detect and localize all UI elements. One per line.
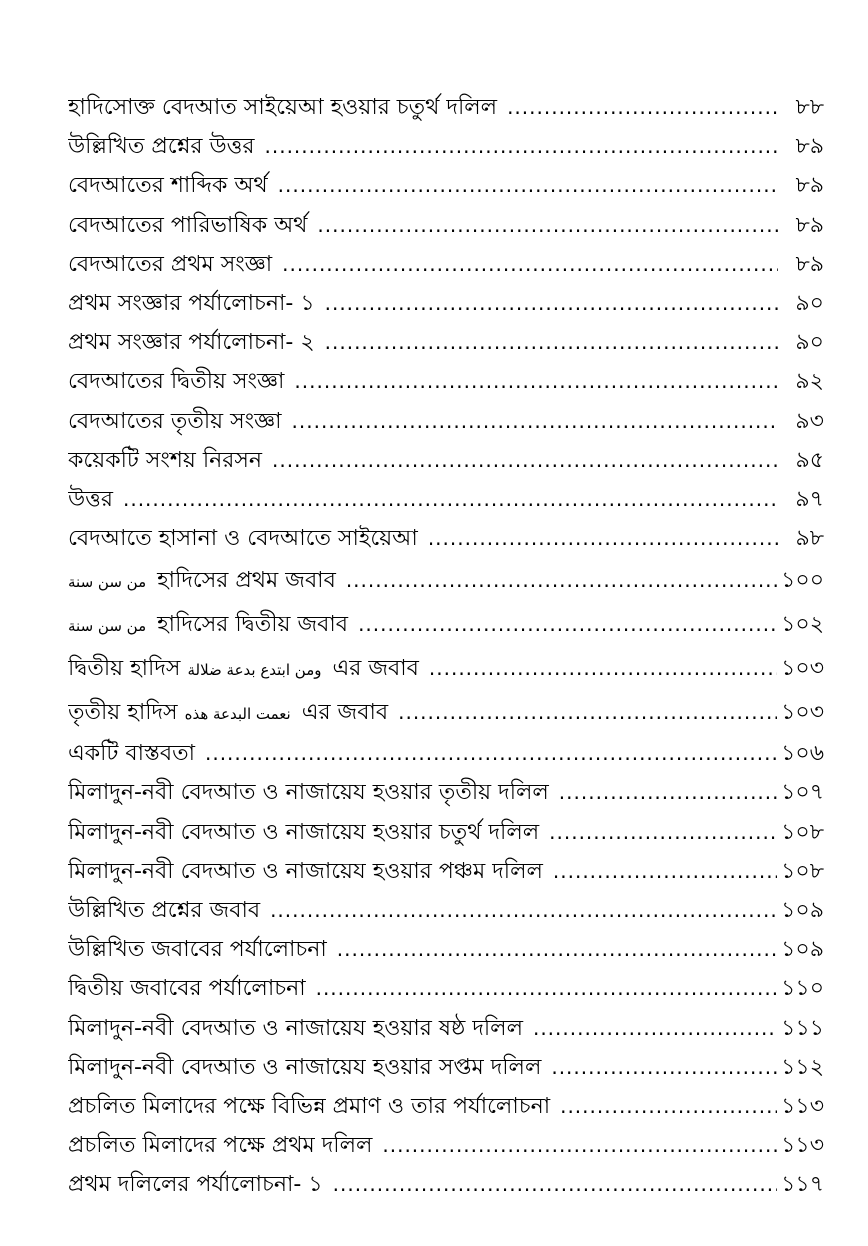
toc-leader-dots xyxy=(382,1126,777,1165)
toc-page-number: ৯০ xyxy=(795,290,824,316)
toc-page-number: ১০৯ xyxy=(781,898,824,923)
toc-entry xyxy=(68,1165,824,1204)
toc-page-number: ১১৩ xyxy=(781,1133,824,1159)
toc-page-number: ৯০ xyxy=(795,330,824,356)
toc-entry xyxy=(68,245,824,284)
toc-leader-dots xyxy=(428,519,778,558)
toc-entry-text: উত্তর xyxy=(68,486,113,512)
toc-entry-text: বেদআতের শাব্দিক অর্থ xyxy=(68,173,268,199)
toc-entry-title xyxy=(68,1165,333,1204)
toc-entry xyxy=(68,402,824,441)
toc-entry-title xyxy=(68,691,398,736)
toc-entry-text: মিলাদুন-নবী বেদআত ও নাজায়েয হওয়ার ষষ্ঠ দলিল xyxy=(68,1015,523,1041)
toc-entry-title xyxy=(68,323,325,362)
toc-entry xyxy=(68,690,824,734)
toc-entry-text: উল্লিখিত প্রশ্নের উত্তর xyxy=(68,134,255,160)
toc-leader-dots xyxy=(272,441,778,480)
toc-entry-title xyxy=(68,603,358,648)
toc-leader-dots xyxy=(553,852,777,891)
toc-entry-text: একটি বাস্তবতা xyxy=(68,741,195,767)
toc-entry xyxy=(68,88,824,127)
toc-leader-dots xyxy=(533,1009,777,1048)
table-of-contents xyxy=(68,88,824,1205)
toc-leader-dots xyxy=(317,206,778,245)
toc-page-number: ৯৮ xyxy=(795,526,824,552)
toc-entry-title xyxy=(68,891,270,930)
toc-page-number: ১১৭ xyxy=(781,1172,824,1198)
toc-entry xyxy=(68,930,824,969)
toc-entry-title xyxy=(68,734,205,773)
toc-leader-dots xyxy=(507,88,778,127)
toc-entry-text: প্রথম সংজ্ঞার পর্যালোচনা- ২ xyxy=(68,330,315,356)
toc-entry xyxy=(68,646,824,690)
toc-entry-text: প্রথম সংজ্ঞার পর্যালোচনা- ১ xyxy=(68,290,315,316)
toc-leader-dots xyxy=(559,773,777,812)
toc-entry-text: বেদআতের প্রথম সংজ্ঞা xyxy=(68,251,273,277)
toc-entry-title xyxy=(68,969,316,1008)
toc-entry-title xyxy=(68,1009,533,1048)
toc-leader-dots xyxy=(316,969,778,1008)
toc-leader-dots xyxy=(294,362,778,401)
toc-leader-dots xyxy=(346,558,777,602)
toc-entry xyxy=(68,166,824,205)
toc-entry xyxy=(68,519,824,558)
toc-entry-title xyxy=(68,1048,551,1087)
toc-entry-text-after: হাদিসের প্রথম জবাব xyxy=(157,568,336,594)
toc-entry xyxy=(68,1087,824,1126)
toc-entry-text: প্রচলিত মিলাদের পক্ষে বিভিন্ন প্রমাণ ও তার পর্যালোচনা xyxy=(68,1093,551,1119)
toc-page-number: ১০৯ xyxy=(781,937,824,963)
toc-entry xyxy=(68,852,824,891)
toc-page-number: ১০২ xyxy=(781,612,824,638)
toc-page-number: ৮৯ xyxy=(795,212,824,238)
toc-leader-dots xyxy=(337,930,777,969)
toc-entry xyxy=(68,558,824,602)
toc-page-number: ৯৫ xyxy=(795,447,824,473)
toc-entry-arabic: نعمت البدعة هذه xyxy=(184,705,291,724)
toc-page-number: ৮৮ xyxy=(795,95,824,120)
toc-page-number: ১০৮ xyxy=(781,819,824,845)
toc-entry-text: মিলাদুন-নবী বেদআত ও নাজায়েয হওয়ার পঞ্চম দলিল xyxy=(68,858,543,884)
toc-entry xyxy=(68,773,824,812)
toc-entry-title xyxy=(68,284,325,323)
toc-entry-text: বেদআতে হাসানা ও বেদআতে সাইয়েআ xyxy=(68,526,418,552)
toc-entry-text: উল্লিখিত জবাবের পর্যালোচনা xyxy=(68,937,327,963)
toc-entry-text: প্রথম দলিলের পর্যালোচনা- ১ xyxy=(68,1172,323,1198)
toc-entry-text: বেদআতের দ্বিতীয় সংজ্ঞা xyxy=(68,369,285,395)
toc-entry-text: কয়েকটি সংশয় নিরসন xyxy=(68,447,263,473)
toc-entry xyxy=(68,813,824,852)
toc-entry xyxy=(68,1048,824,1087)
toc-entry-text: দ্বিতীয় হাদিস xyxy=(68,656,181,682)
toc-page-number: ৯৩ xyxy=(795,408,824,434)
toc-leader-dots xyxy=(333,1165,778,1204)
toc-entry-title xyxy=(68,852,553,891)
toc-entry xyxy=(68,602,824,646)
toc-page-number: ৮৯ xyxy=(795,251,824,277)
toc-entry xyxy=(68,441,824,480)
toc-entry-title xyxy=(68,480,123,519)
toc-entry-text: মিলাদুন-নবী বেদআত ও নাজায়েয হওয়ার তৃতীয় দলিল xyxy=(68,780,549,806)
toc-entry-text: উল্লিখিত প্রশ্নের জবাব xyxy=(68,898,261,923)
toc-entry-arabic: من سن سنة xyxy=(68,617,147,636)
toc-leader-dots xyxy=(205,734,777,773)
toc-page-number: ১০০ xyxy=(781,568,824,594)
toc-entry xyxy=(68,891,824,930)
toc-page-number: ১১৩ xyxy=(781,1093,824,1119)
toc-page-number: ৮৯ xyxy=(795,134,824,160)
toc-entry-text: মিলাদুন-নবী বেদআত ও নাজায়েয হওয়ার চতুর্থ দলিল xyxy=(68,819,540,845)
toc-entry-title xyxy=(68,206,317,245)
toc-entry-text: প্রচলিত মিলাদের পক্ষে প্রথম দলিল xyxy=(68,1133,373,1159)
toc-entry-text: হাদিসোক্ত বেদআত সাইয়েআ হওয়ার চতুর্থ দলিল xyxy=(68,95,498,120)
toc-leader-dots xyxy=(123,480,778,519)
toc-entry-title xyxy=(68,519,428,558)
toc-entry-text-after: এর জবাব xyxy=(301,700,389,726)
toc-entry-title xyxy=(68,1087,560,1126)
toc-entry-title xyxy=(68,647,429,692)
toc-entry-title xyxy=(68,362,294,401)
toc-entry-title xyxy=(68,813,549,852)
toc-entry-title xyxy=(68,127,265,166)
toc-page-number: ১০৭ xyxy=(781,780,824,806)
toc-leader-dots xyxy=(325,323,778,362)
toc-leader-dots xyxy=(560,1087,777,1126)
toc-leader-dots xyxy=(551,1048,777,1087)
toc-entry-arabic: من سن سنة xyxy=(68,573,147,592)
toc-entry-title xyxy=(68,245,282,284)
toc-leader-dots xyxy=(358,602,777,646)
toc-leader-dots xyxy=(549,813,777,852)
toc-leader-dots xyxy=(292,402,778,441)
toc-page-number: ৮৯ xyxy=(795,173,824,199)
toc-entry-text: মিলাদুন-নবী বেদআত ও নাজায়েয হওয়ার সপ্তম দলিল xyxy=(68,1054,542,1080)
toc-entry-title xyxy=(68,773,559,812)
toc-leader-dots xyxy=(278,166,778,205)
toc-entry-text: দ্বিতীয় জবাবের পর্যালোচনা xyxy=(68,976,306,1002)
toc-entry-title xyxy=(68,559,346,604)
toc-leader-dots xyxy=(398,690,777,734)
toc-leader-dots xyxy=(325,284,778,323)
toc-page-number: ১১১ xyxy=(781,1015,824,1041)
toc-entry-text: তৃতীয় হাদিস xyxy=(68,700,178,726)
toc-page-number: ৯২ xyxy=(795,369,824,395)
toc-entry-title xyxy=(68,441,272,480)
toc-page-number: ৯৭ xyxy=(795,486,824,512)
toc-entry xyxy=(68,127,824,166)
toc-entry-arabic: ومن ابتدع بدعة ضلالة xyxy=(187,661,322,680)
toc-page-number: ১০৩ xyxy=(781,700,824,726)
toc-page-number: ১০৬ xyxy=(781,741,824,767)
toc-page-number: ১১০ xyxy=(781,976,824,1002)
toc-entry-title xyxy=(68,166,278,205)
toc-entry xyxy=(68,362,824,401)
toc-entry xyxy=(68,323,824,362)
toc-page-number: ১১২ xyxy=(781,1054,824,1080)
toc-entry-text: বেদআতের পারিভাষিক অর্থ xyxy=(68,212,308,238)
toc-entry xyxy=(68,1009,824,1048)
toc-entry-title xyxy=(68,1126,382,1165)
toc-entry xyxy=(68,206,824,245)
toc-entry-title xyxy=(68,88,507,127)
toc-entry xyxy=(68,1126,824,1165)
toc-page-number: ১০৩ xyxy=(781,656,824,682)
toc-entry-text-after: এর জবাব xyxy=(332,656,419,682)
toc-leader-dots xyxy=(429,646,777,690)
toc-entry xyxy=(68,734,824,773)
toc-entry-title xyxy=(68,402,292,441)
toc-leader-dots xyxy=(282,245,778,284)
toc-entry-text: বেদআতের তৃতীয় সংজ্ঞা xyxy=(68,408,282,434)
toc-entry xyxy=(68,480,824,519)
toc-leader-dots xyxy=(265,127,779,166)
toc-entry xyxy=(68,969,824,1008)
toc-page-number: ১০৮ xyxy=(781,858,824,884)
toc-entry xyxy=(68,284,824,323)
toc-leader-dots xyxy=(270,891,777,930)
toc-entry-text-after: হাদিসের দ্বিতীয় জবাব xyxy=(157,612,349,638)
toc-entry-title xyxy=(68,930,337,969)
